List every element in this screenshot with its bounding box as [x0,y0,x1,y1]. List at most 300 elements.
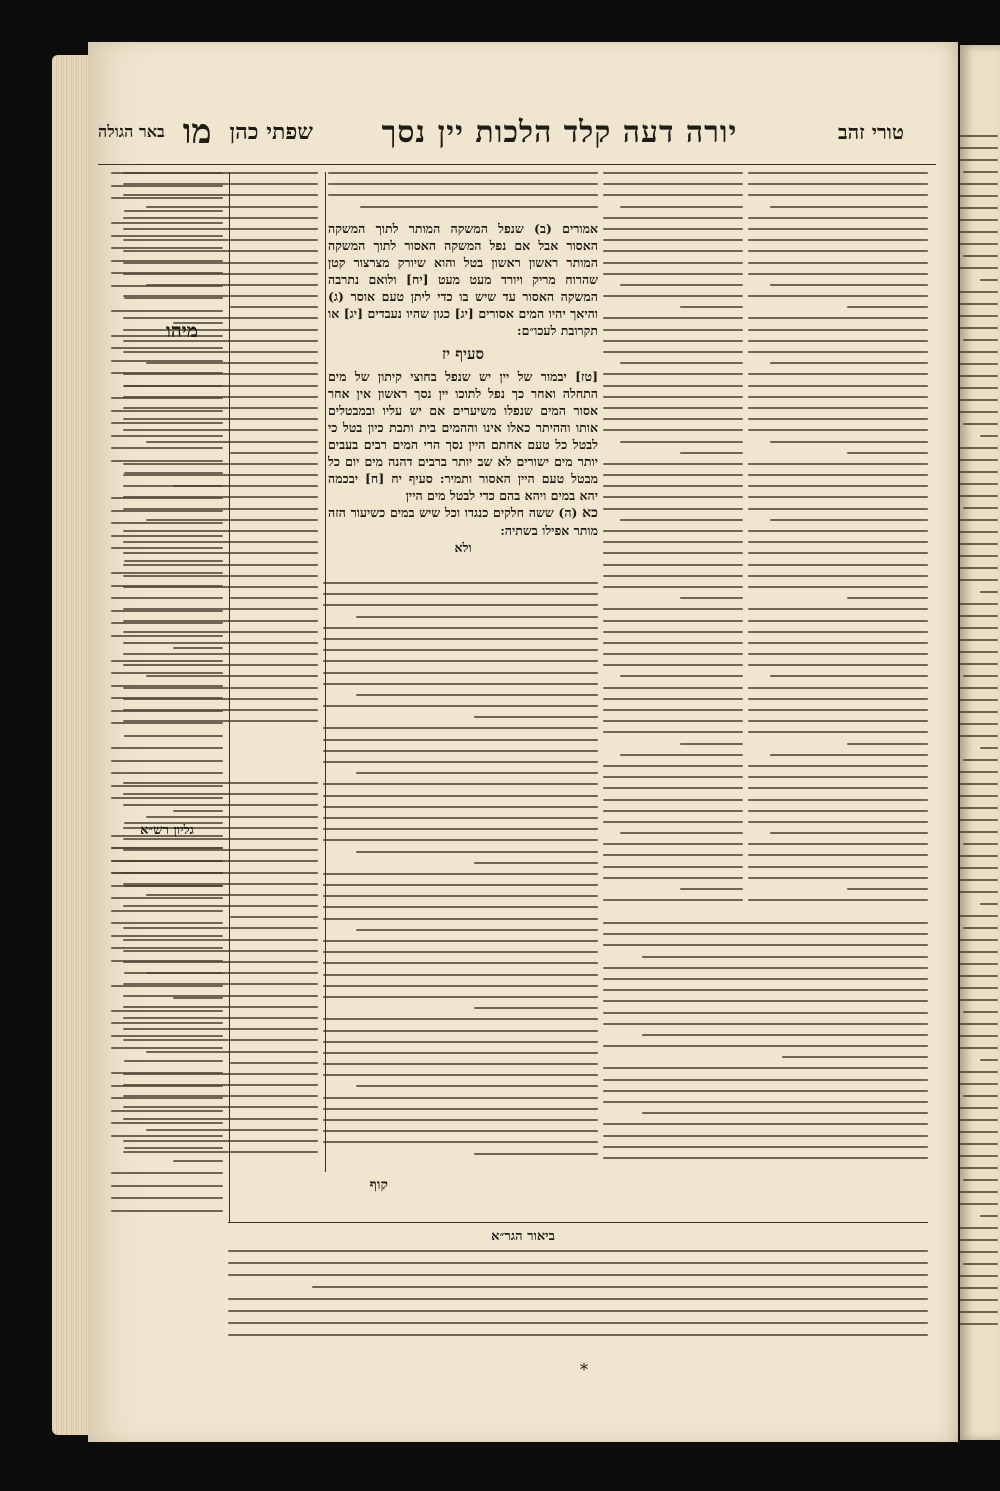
catchword-kuf: קוף [369,1177,388,1193]
text-line [960,243,998,245]
text-line [603,385,743,387]
text-line [228,1274,928,1276]
text-line [603,821,743,823]
header-inner-group [98,112,313,152]
text-line [960,471,998,473]
text-line [111,597,223,599]
text-line [111,347,223,349]
text-line [748,664,928,666]
header-outer-commentary: טורי זהב [838,119,904,144]
text-line [111,1122,223,1124]
text-line [960,819,998,821]
text-line [963,1263,998,1265]
text-line [323,906,598,908]
header-beer-hagolah: באר הגולה [98,122,165,141]
text-line [603,843,743,845]
text-line [323,750,598,752]
text-line [111,460,223,462]
gilyon-column [111,847,223,1227]
text-line [603,787,743,789]
text-line [111,710,223,712]
text-line [960,795,998,797]
text-line [960,687,998,689]
text-line [603,720,743,722]
text-line [603,620,743,622]
text-line [603,250,743,252]
text-line [770,832,928,834]
text-line [960,1323,998,1325]
text-line [960,723,998,725]
text-line [748,642,928,644]
text-line [748,799,928,801]
text-line [748,273,928,275]
text-line [960,387,998,389]
text-line [111,435,223,437]
text-line [748,854,928,856]
text-line [603,530,743,532]
text-line [748,228,928,230]
text-line [603,239,743,241]
text-line [770,675,928,677]
text-line [111,1010,223,1012]
text-line [603,172,743,174]
text-line [323,974,598,976]
text-line [603,351,743,353]
text-line [748,608,928,610]
text-line [748,474,928,476]
text-line [474,1153,598,1155]
text-line [960,999,998,1001]
text-line [748,564,928,566]
text-line [111,1197,223,1199]
text-line [111,197,223,199]
text-line [960,651,998,653]
text-line [603,564,743,566]
page-number: מו [182,112,212,152]
text-line [323,873,598,875]
text-line [748,620,928,622]
text-line [963,507,998,509]
text-line [603,1123,928,1125]
text-line [146,816,318,818]
text-line [603,810,743,812]
text-line [603,944,928,946]
text-line [603,877,743,879]
seif-21-text: (ה) ששה חלקים כנגדו וכל שיש במים כשיעור הזה מותר אפילו בשתיה: [328,505,598,538]
text-line [748,765,928,767]
text-line [228,1298,928,1300]
text-line [680,306,743,308]
main-text-block [328,220,598,580]
text-line [960,615,998,617]
text-line [847,743,928,745]
text-line [230,597,318,599]
header-inner-commentary: שפתי כהן [229,119,313,145]
text-line [603,709,743,711]
text-line [680,597,743,599]
text-line [603,1012,928,1014]
text-line [124,210,223,212]
text-line [356,929,598,931]
text-line [111,1185,223,1187]
text-line [960,831,998,833]
text-line [960,1275,998,1277]
text-line [960,135,998,137]
text-line [960,231,998,233]
text-line [603,217,743,219]
text-line [960,1035,998,1037]
text-line [111,635,223,637]
text-line [748,552,928,554]
text-line [111,760,223,762]
text-line [960,1167,998,1169]
text-line [124,560,223,562]
text-line [124,1060,223,1062]
text-line [323,683,598,685]
text-line [960,363,998,365]
text-line [960,555,998,557]
text-line [603,854,743,856]
text-line [960,147,998,149]
text-line [323,839,598,841]
text-line [960,867,998,869]
main-text-seif-17: [טז] יבמור של יין יש שנפל בחוצי קיתון של מים התחלה ואחר כך נפל לתוכו יין נסך ראשון אין אחר אסור המים שנפלו משיערים אם יש עליו ובמבטלים אותו וההיתר כאלו אינו וההמים בית ותבת כיון בטל כי לבטל כל טעם אחתם היין נסך הרי המים רבים בעבים יותר מים ישורים לא שב יותר ברבים דהנה מים יום כל מבטל טעם היין האסור ותמיר: סעיף יח [ח] יבכמה יהא במים ויהא בהם כדי לבטל מים היין [328,369,598,503]
text-line [323,593,598,595]
text-line [603,765,743,767]
text-line [323,828,598,830]
text-line [111,272,223,274]
text-line [111,872,223,874]
text-line [960,939,998,941]
text-line [748,385,928,387]
text-line [960,159,998,161]
text-line [960,603,998,605]
text-line [323,727,598,729]
text-line [124,1147,223,1149]
text-line [111,422,223,424]
text-line [980,903,998,905]
text-line [963,675,998,677]
text-line [111,547,223,549]
text-line [111,947,223,949]
text-line [111,1035,223,1037]
text-line [770,362,928,364]
text-line [323,638,598,640]
text-line [323,1141,598,1143]
text-line [960,351,998,353]
text-line [847,888,928,890]
text-line [603,922,928,924]
text-line [111,660,223,662]
text-line [603,1067,928,1069]
text-line [603,631,743,633]
text-line [960,783,998,785]
text-line [111,722,223,724]
text-line [748,250,928,252]
text-line [748,631,928,633]
text-line [328,172,598,174]
text-line [960,399,998,401]
text-line [111,1072,223,1074]
text-line [230,452,318,454]
commentary-top-band [328,172,598,217]
text-line [620,206,743,208]
text-line [960,699,998,701]
dibbur-hamatchil-word: מיהו [165,320,198,342]
text-line [748,899,928,901]
text-line [603,989,928,991]
text-line [960,891,998,893]
footer-asterisk: * [580,1360,588,1379]
text-line [960,1155,998,1157]
text-line [356,772,598,774]
main-text-amirim: אמורים (ב) שנפל המשקה המותר לתוך המשקה האסור אבל אם נפל המשקה האסור לתוך המשקה המותר ראשון ראשון בטל והוא שיורק מצרצור קטן שהרוח מריק ויורד מעט מעט [יח] ולואם נתרבה המשקה האסור עד שיש בו כדי ליתן טעם אוסר (ג) והיאך יהיו המים אסורים [יג] כגון שהיו נעבדים [יג] או תקרובת לעכו״ם: [328,221,598,338]
text-line [748,843,928,845]
talmud-page [88,42,958,1442]
text-line [960,1023,998,1025]
text-line [111,935,223,937]
text-line [603,1101,928,1103]
text-line [124,297,223,299]
text-line [111,572,223,574]
text-line [111,522,223,524]
text-line [228,1310,928,1312]
text-line [603,1000,928,1002]
text-line [748,485,928,487]
text-line [323,1052,598,1054]
text-line [963,1011,998,1013]
text-line [228,1334,928,1336]
text-line [603,698,743,700]
text-line [960,1227,998,1229]
text-line [111,747,223,749]
text-line [963,759,998,761]
text-line [474,1007,598,1009]
gra-notes [228,1250,928,1350]
column-divider-2 [229,172,230,1222]
text-line [123,804,318,806]
text-line [603,496,743,498]
text-line [963,255,998,257]
text-line [748,787,928,789]
text-line [123,793,318,795]
text-line [980,591,998,593]
text-line [230,306,318,308]
text-line [603,183,743,185]
text-line [748,407,928,409]
book-page-edges [52,55,90,1435]
text-line [603,407,743,409]
text-line [960,1239,998,1241]
text-line [123,782,318,784]
text-line [603,978,928,980]
text-line [111,847,223,849]
text-line [323,817,598,819]
text-line [748,653,928,655]
text-line [680,452,743,454]
text-line [603,396,743,398]
text-line [960,531,998,533]
text-line [963,1179,998,1181]
text-line [960,267,998,269]
catchword-velo: ולא [454,540,472,555]
text-line [603,899,743,901]
text-line [960,663,998,665]
text-line [603,967,928,969]
text-line [603,329,743,331]
text-line [960,447,998,449]
text-line [356,694,598,696]
text-line [770,206,928,208]
text-line [960,1311,998,1313]
text-line [111,622,223,624]
text-line [603,295,743,297]
text-line [603,228,743,230]
text-line [960,327,998,329]
text-line [111,1047,223,1049]
text-line [960,219,998,221]
text-line [782,1056,928,1058]
text-line [603,317,743,319]
text-line [111,235,223,237]
text-line [960,375,998,377]
text-line [748,508,928,510]
text-line [603,1090,928,1092]
text-line [960,987,998,989]
text-line [960,975,998,977]
text-line [603,262,743,264]
text-line [748,217,928,219]
text-line [323,884,598,886]
text-line [111,310,223,312]
text-line [960,711,998,713]
text-line [124,472,223,474]
text-line [748,429,928,431]
text-line [960,735,998,737]
text-line [960,459,998,461]
text-line [111,910,223,912]
text-line [748,731,928,733]
text-line [620,284,743,286]
text-line [111,772,223,774]
text-line [111,247,223,249]
text-line [620,675,743,677]
text-line [111,535,223,537]
text-line [111,1097,223,1099]
text-line [228,1250,928,1252]
text-line [111,410,223,412]
text-line [603,1079,928,1081]
text-line [173,485,223,487]
text-line [111,960,223,962]
text-line [356,1085,598,1087]
text-line [960,1131,998,1133]
text-line [173,647,223,649]
text-line [642,956,928,958]
text-line [360,206,598,208]
text-line [748,463,928,465]
text-line [603,1135,928,1137]
text-line [603,373,743,375]
text-line [980,747,998,749]
text-line [963,1095,998,1097]
text-line [963,843,998,845]
text-line [356,616,598,618]
text-line [603,1045,928,1047]
text-line [111,397,223,399]
text-line [228,1262,928,1264]
text-line [980,435,998,437]
text-line [603,866,743,868]
text-line [748,776,928,778]
text-line [323,985,598,987]
header-main-title: יורה דעה קלד הלכות יין נסך [381,114,738,150]
text-line [748,575,928,577]
gra-separator [228,1222,928,1223]
text-line [173,997,223,999]
text-line [748,586,928,588]
text-line [603,664,743,666]
text-line [111,922,223,924]
text-line [980,279,998,281]
commentary-lower-main [323,582,598,1172]
text-line [228,1322,928,1324]
text-line [111,1022,223,1024]
text-line [323,1119,598,1121]
text-line [748,530,928,532]
text-line [748,262,928,264]
text-line [603,429,743,431]
text-line [603,418,743,420]
text-line [111,860,223,862]
text-line [748,295,928,297]
text-line [323,1030,598,1032]
text-line [748,172,928,174]
commentary-lower-right [603,922,928,1177]
adjacent-page-sliver [960,45,1000,1440]
text-line [960,207,998,209]
text-line [603,586,743,588]
text-line [603,508,743,510]
text-line [323,649,598,651]
text-line [960,567,998,569]
text-line [963,339,998,341]
text-line [748,541,928,543]
text-line [111,985,223,987]
text-line [748,351,928,353]
text-line [960,183,998,185]
text-line [323,1108,598,1110]
text-line [748,183,928,185]
text-line [111,897,223,899]
text-line [748,317,928,319]
text-line [603,463,743,465]
text-line [111,497,223,499]
text-line [960,1203,998,1205]
text-line [960,195,998,197]
text-line [960,1251,998,1253]
text-line [603,1023,928,1025]
text-line [770,754,928,756]
text-line [960,879,998,881]
text-line [770,284,928,286]
text-line [603,687,743,689]
text-line [960,855,998,857]
text-line [111,1210,223,1212]
text-line [323,1018,598,1020]
text-line [748,496,928,498]
text-line [603,933,928,935]
